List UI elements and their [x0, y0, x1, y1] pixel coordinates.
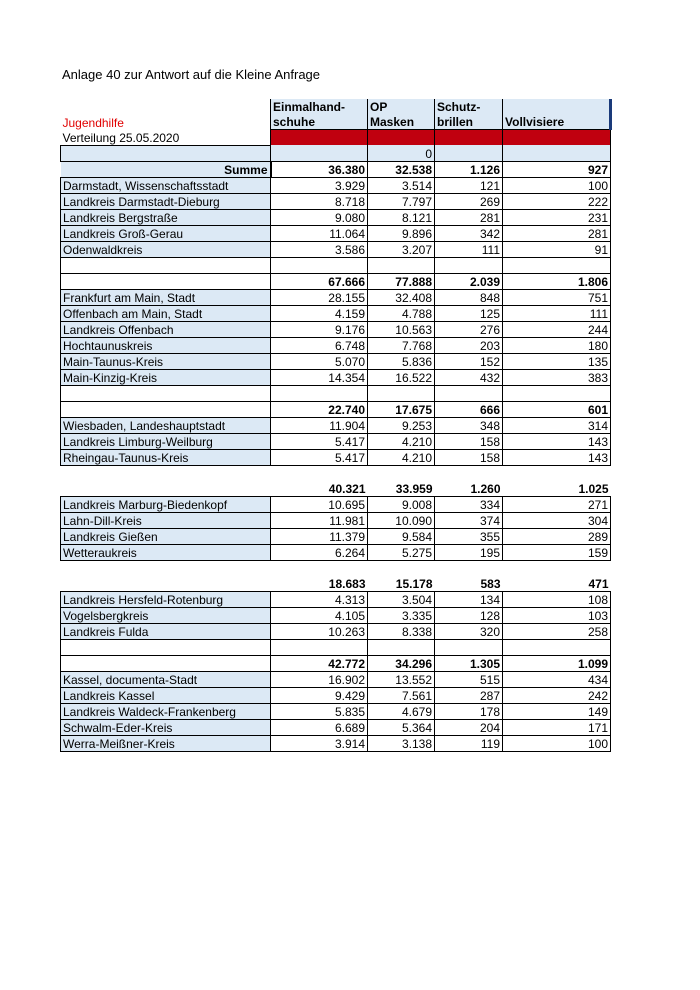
group-total-label — [61, 273, 271, 289]
red-band-cell — [503, 130, 611, 146]
district-name: Landkreis Limburg-Weilburg — [61, 433, 271, 449]
quantity-cell: 5.836 — [368, 353, 435, 369]
quantity-cell: 242 — [503, 687, 611, 703]
blank-cell — [368, 257, 435, 273]
spacer-cell — [503, 145, 611, 161]
group-total-value: 2.039 — [435, 273, 503, 289]
group-total-value: 471 — [588, 576, 609, 591]
quantity-cell: 13.552 — [368, 671, 435, 687]
gap-cell — [435, 560, 503, 576]
quantity-cell: 334 — [435, 496, 503, 512]
quantity-cell: 281 — [435, 209, 503, 225]
col-header-einmalhandschuhe-1: Einmalhand- — [271, 99, 368, 114]
quantity-cell: 32.408 — [368, 289, 435, 305]
quantity-cell: 9.080 — [271, 209, 368, 225]
quantity-cell: 10.695 — [271, 496, 368, 512]
quantity-cell: 119 — [435, 735, 503, 751]
quantity-cell: 4.210 — [368, 433, 435, 449]
quantity-cell: 9.253 — [368, 417, 435, 433]
table-row — [61, 369, 611, 385]
blank-cell — [435, 257, 503, 273]
col-header-schutzbrillen-2: brillen — [435, 114, 503, 130]
quantity-cell: 355 — [435, 528, 503, 544]
district-name: Hochtaunuskreis — [61, 337, 271, 353]
quantity-cell: 10.263 — [271, 623, 368, 639]
quantity-cell: 10.090 — [368, 512, 435, 528]
quantity-cell: 222 — [503, 193, 611, 209]
group-gap — [61, 465, 611, 481]
quantity-cell: 7.768 — [368, 337, 435, 353]
quantity-cell: 143 — [503, 433, 611, 449]
quantity-cell: 281 — [503, 225, 611, 241]
quantity-cell: 6.748 — [271, 337, 368, 353]
quantity-cell: 5.835 — [271, 703, 368, 719]
spacer-cell — [271, 145, 368, 161]
spacer-cell — [435, 145, 503, 161]
quantity-cell: 320 — [435, 623, 503, 639]
district-name: Landkreis Waldeck-Frankenberg — [61, 703, 271, 719]
blank-cell — [368, 385, 435, 401]
group-total-value: 34.296 — [368, 655, 435, 671]
table-row — [61, 528, 611, 544]
table-row — [61, 719, 611, 735]
quantity-cell: 231 — [503, 209, 611, 225]
district-name: Landkreis Kassel — [61, 687, 271, 703]
table-row — [61, 591, 611, 607]
quantity-cell: 7.561 — [368, 687, 435, 703]
quantity-cell: 14.354 — [271, 369, 368, 385]
group-total-value: 40.321 — [328, 481, 366, 496]
group-total-value: 1.025 — [578, 481, 609, 496]
blank-cell — [61, 639, 271, 655]
quantity-cell: 5.364 — [368, 719, 435, 735]
quantity-cell: 143 — [503, 449, 611, 465]
header-empty-cell — [61, 99, 271, 114]
gap-cell — [61, 560, 271, 576]
group-total-label — [61, 655, 271, 671]
group-total-value: 67.666 — [271, 273, 368, 289]
group-total-row — [61, 655, 611, 671]
quantity-cell: 751 — [503, 289, 611, 305]
group-total-value: 1.099 — [503, 655, 611, 671]
distribution-table — [60, 99, 612, 752]
col-header-vollvisiere-1 — [503, 99, 611, 114]
quantity-cell: 4.679 — [368, 703, 435, 719]
blank-cell — [503, 257, 611, 273]
summe-value: 32.538 — [368, 161, 435, 177]
red-band-cell — [368, 130, 435, 146]
summe-row — [61, 161, 611, 177]
quantity-cell: 848 — [435, 289, 503, 305]
table-row — [61, 703, 611, 719]
quantity-cell: 7.797 — [368, 193, 435, 209]
table-row — [61, 305, 611, 321]
quantity-cell: 11.904 — [271, 417, 368, 433]
quantity-cell: 3.138 — [368, 735, 435, 751]
quantity-cell: 244 — [503, 321, 611, 337]
quantity-cell: 28.155 — [271, 289, 368, 305]
header-row-1 — [61, 99, 611, 114]
quantity-cell: 3.929 — [271, 177, 368, 193]
quantity-cell: 11.064 — [271, 225, 368, 241]
quantity-cell: 149 — [503, 703, 611, 719]
summe-value: 1.126 — [435, 161, 503, 177]
blank-cell — [368, 639, 435, 655]
table-row — [61, 417, 611, 433]
quantity-cell: 159 — [503, 544, 611, 560]
blue-spacer-row — [61, 145, 611, 161]
gap-cell — [271, 560, 368, 576]
district-name: Landkreis Offenbach — [61, 321, 271, 337]
quantity-cell: 6.689 — [271, 719, 368, 735]
quantity-cell: 111 — [503, 305, 611, 321]
blank-row — [61, 639, 611, 655]
group-total-value: 1.260 — [470, 481, 501, 496]
district-name: Main-Kinzig-Kreis — [61, 369, 271, 385]
quantity-cell: 100 — [503, 177, 611, 193]
quantity-cell: 289 — [503, 528, 611, 544]
blank-cell — [61, 257, 271, 273]
zero-value: 0 — [368, 145, 435, 161]
table-row — [61, 544, 611, 560]
group-total-row — [61, 273, 611, 289]
quantity-cell: 276 — [435, 321, 503, 337]
group-total-value: 77.888 — [368, 273, 435, 289]
quantity-cell: 3.335 — [368, 607, 435, 623]
district-name: Wetteraukreis — [61, 544, 271, 560]
group-total-value: 1.806 — [503, 273, 611, 289]
quantity-cell: 9.008 — [368, 496, 435, 512]
quantity-cell: 10.563 — [368, 321, 435, 337]
blank-cell — [503, 385, 611, 401]
quantity-cell: 342 — [435, 225, 503, 241]
blank-cell — [271, 385, 368, 401]
group-total-value: 42.772 — [271, 655, 368, 671]
header-row-2 — [61, 114, 611, 130]
quantity-cell: 158 — [435, 433, 503, 449]
district-name: Frankfurt am Main, Stadt — [61, 289, 271, 305]
quantity-cell: 4.788 — [368, 305, 435, 321]
blank-row — [61, 385, 611, 401]
quantity-cell: 8.338 — [368, 623, 435, 639]
table-row — [61, 241, 611, 257]
group-total-value: 22.740 — [271, 401, 368, 417]
col-header-schutzbrillen-1: Schutz- — [435, 99, 503, 114]
blank-cell — [435, 639, 503, 655]
section-label: Jugendhilfe — [62, 115, 124, 130]
table-row — [61, 512, 611, 528]
group-total-value: 17.675 — [368, 401, 435, 417]
quantity-cell: 3.514 — [368, 177, 435, 193]
district-name: Main-Taunus-Kreis — [61, 353, 271, 369]
quantity-cell: 16.522 — [368, 369, 435, 385]
quantity-cell: 9.896 — [368, 225, 435, 241]
group-total-value: 33.959 — [395, 481, 433, 496]
table-row — [61, 353, 611, 369]
quantity-cell: 111 — [435, 241, 503, 257]
gap-cell — [503, 560, 611, 576]
quantity-cell: 5.070 — [271, 353, 368, 369]
red-band-cell — [435, 130, 503, 146]
quantity-cell: 9.584 — [368, 528, 435, 544]
table-row — [61, 671, 611, 687]
quantity-cell: 4.159 — [271, 305, 368, 321]
group-total-value: 601 — [503, 401, 611, 417]
quantity-cell: 8.121 — [368, 209, 435, 225]
group-total-label — [61, 401, 271, 417]
quantity-cell: 271 — [503, 496, 611, 512]
district-name: Landkreis Hersfeld-Rotenburg — [61, 591, 271, 607]
district-name: Rheingau-Taunus-Kreis — [61, 449, 271, 465]
col-header-vollvisiere-2: Vollvisiere — [503, 114, 611, 130]
quantity-cell: 432 — [435, 369, 503, 385]
gap-cell — [435, 465, 503, 481]
group-total-value: 15.178 — [395, 576, 433, 591]
table-row — [61, 337, 611, 353]
quantity-cell: 108 — [503, 591, 611, 607]
table-row — [61, 321, 611, 337]
district-name: Odenwaldkreis — [61, 241, 271, 257]
table-row — [61, 607, 611, 623]
blank-row — [61, 257, 611, 273]
date-row — [61, 130, 611, 146]
col-header-einmalhandschuhe-2: schuhe — [271, 114, 368, 130]
col-header-op-masken-1: OP — [368, 99, 435, 114]
district-name: Offenbach am Main, Stadt — [61, 305, 271, 321]
quantity-cell: 134 — [435, 591, 503, 607]
table-row — [61, 623, 611, 639]
quantity-cell: 125 — [435, 305, 503, 321]
summe-value: 36.380 — [271, 161, 368, 177]
quantity-cell: 3.914 — [271, 735, 368, 751]
table-row — [61, 225, 611, 241]
table-row — [61, 209, 611, 225]
group-total-value: 583 — [480, 576, 501, 591]
spacer-cell — [61, 145, 271, 161]
quantity-cell: 11.379 — [271, 528, 368, 544]
quantity-cell: 314 — [503, 417, 611, 433]
group-total-row — [61, 576, 611, 592]
district-name: Kassel, documenta-Stadt — [61, 671, 271, 687]
table-row — [61, 687, 611, 703]
table-row — [61, 433, 611, 449]
group-total-value: 1.305 — [435, 655, 503, 671]
quantity-cell: 5.417 — [271, 449, 368, 465]
summe-label: Summe — [61, 161, 271, 177]
quantity-cell: 203 — [435, 337, 503, 353]
blank-cell — [435, 385, 503, 401]
col-header-op-masken-2: Masken — [368, 114, 435, 130]
quantity-cell: 103 — [503, 607, 611, 623]
group-total-value: 18.683 — [328, 576, 366, 591]
quantity-cell: 269 — [435, 193, 503, 209]
district-name: Landkreis Marburg-Biedenkopf — [61, 496, 271, 512]
quantity-cell: 383 — [503, 369, 611, 385]
date-line: Verteilung 25.05.2020 — [61, 130, 271, 146]
quantity-cell: 152 — [435, 353, 503, 369]
quantity-cell: 4.105 — [271, 607, 368, 623]
table-row — [61, 735, 611, 751]
blank-cell — [271, 257, 368, 273]
district-name: Lahn-Dill-Kreis — [61, 512, 271, 528]
quantity-cell: 16.902 — [271, 671, 368, 687]
quantity-cell: 515 — [435, 671, 503, 687]
table-row — [61, 496, 611, 512]
quantity-cell: 100 — [503, 735, 611, 751]
group-total-row — [61, 481, 611, 497]
gap-cell — [61, 465, 271, 481]
quantity-cell: 9.429 — [271, 687, 368, 703]
group-total-label — [61, 576, 271, 592]
district-name: Landkreis Darmstadt-Dieburg — [61, 193, 271, 209]
quantity-cell: 3.586 — [271, 241, 368, 257]
quantity-cell: 9.176 — [271, 321, 368, 337]
quantity-cell: 4.313 — [271, 591, 368, 607]
table-row — [61, 289, 611, 305]
gap-cell — [271, 465, 368, 481]
quantity-cell: 204 — [435, 719, 503, 735]
district-name: Landkreis Fulda — [61, 623, 271, 639]
quantity-cell: 287 — [435, 687, 503, 703]
quantity-cell: 195 — [435, 544, 503, 560]
quantity-cell: 11.981 — [271, 512, 368, 528]
quantity-cell: 8.718 — [271, 193, 368, 209]
district-name: Wiesbaden, Landeshauptstadt — [61, 417, 271, 433]
district-name: Schwalm-Eder-Kreis — [61, 719, 271, 735]
district-name: Vogelsbergkreis — [61, 607, 271, 623]
summe-value: 927 — [503, 161, 611, 177]
quantity-cell: 6.264 — [271, 544, 368, 560]
table-row — [61, 193, 611, 209]
district-name: Landkreis Groß-Gerau — [61, 225, 271, 241]
quantity-cell: 5.275 — [368, 544, 435, 560]
quantity-cell: 135 — [503, 353, 611, 369]
blank-cell — [271, 639, 368, 655]
group-gap — [61, 560, 611, 576]
district-name: Landkreis Gießen — [61, 528, 271, 544]
quantity-cell: 178 — [435, 703, 503, 719]
table-row — [61, 449, 611, 465]
quantity-cell: 348 — [435, 417, 503, 433]
quantity-cell: 374 — [435, 512, 503, 528]
group-total-row — [61, 401, 611, 417]
quantity-cell: 304 — [503, 512, 611, 528]
group-total-label — [61, 481, 271, 497]
quantity-cell: 158 — [435, 449, 503, 465]
district-name: Darmstadt, Wissenschaftsstadt — [61, 177, 271, 193]
group-total-value: 666 — [435, 401, 503, 417]
blank-cell — [61, 385, 271, 401]
quantity-cell: 3.207 — [368, 241, 435, 257]
quantity-cell: 171 — [503, 719, 611, 735]
district-name: Landkreis Bergstraße — [61, 209, 271, 225]
quantity-cell: 3.504 — [368, 591, 435, 607]
document-title: Anlage 40 zur Antwort auf die Kleine Anfrage — [62, 67, 321, 82]
quantity-cell: 180 — [503, 337, 611, 353]
quantity-cell: 258 — [503, 623, 611, 639]
quantity-cell: 434 — [503, 671, 611, 687]
quantity-cell: 5.417 — [271, 433, 368, 449]
gap-cell — [503, 465, 611, 481]
quantity-cell: 128 — [435, 607, 503, 623]
quantity-cell: 121 — [435, 177, 503, 193]
table-row — [61, 177, 611, 193]
gap-cell — [368, 560, 435, 576]
quantity-cell: 4.210 — [368, 449, 435, 465]
quantity-cell: 91 — [503, 241, 611, 257]
district-name: Werra-Meißner-Kreis — [61, 735, 271, 751]
red-band-cell — [271, 130, 368, 146]
blank-cell — [503, 639, 611, 655]
gap-cell — [368, 465, 435, 481]
